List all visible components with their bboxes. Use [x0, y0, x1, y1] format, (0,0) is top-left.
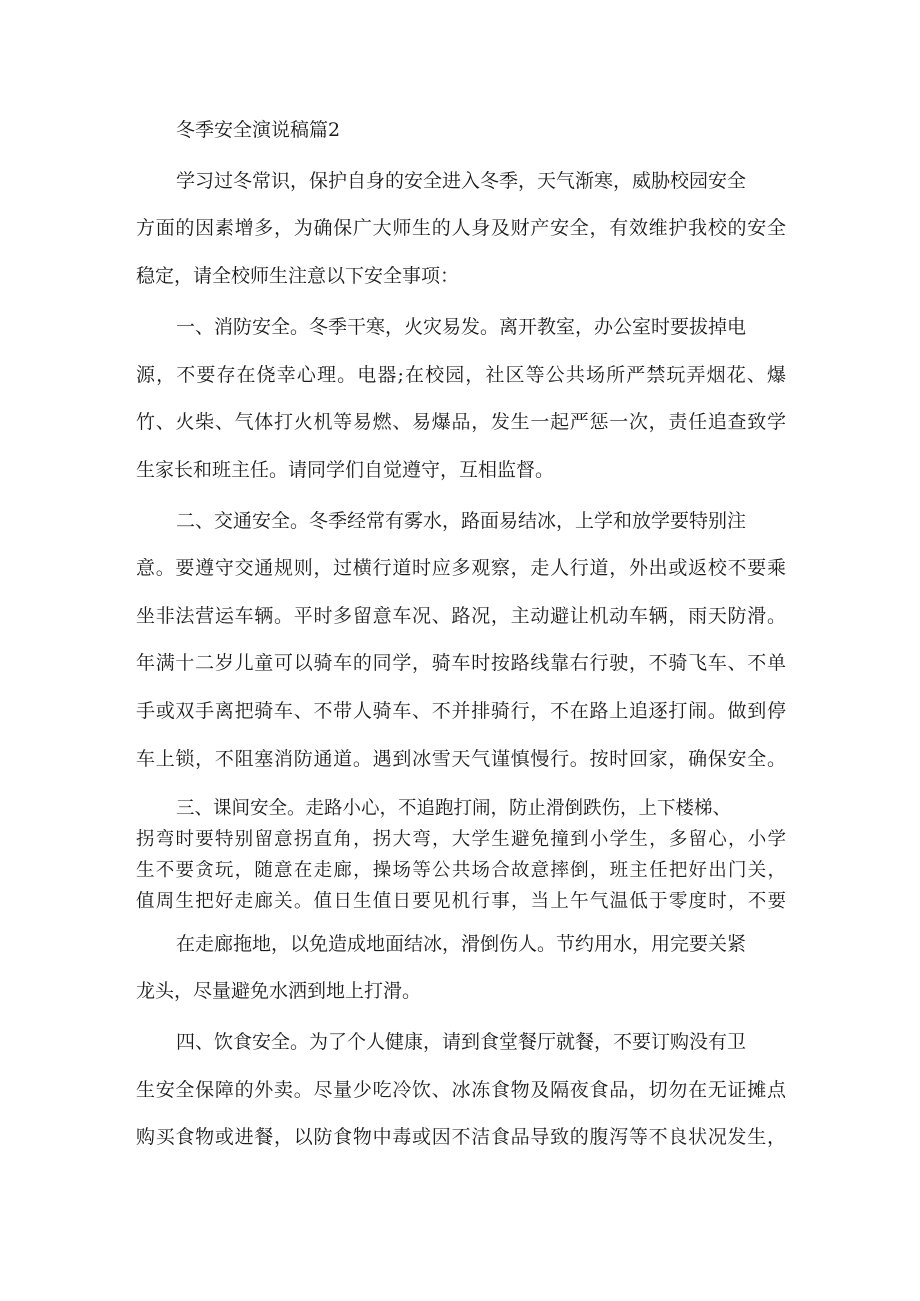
paragraph-line: 坐非法营运车辆。平时多留意车况、路况，主动避让机动车辆，雨天防滑。	[136, 605, 786, 627]
paragraph-line: 生家长和班主任。请同学们自觉遵守，互相监督。	[136, 459, 555, 481]
paragraph-line: 意。要遵守交通规则，过横行道时应多观察，走人行道，外出或返校不要乘	[136, 557, 786, 579]
paragraph-line: 在走廊拖地，以免造成地面结冰，滑倒伤人。节约用水，用完要关紧	[176, 933, 747, 955]
paragraph-line: 生不要贪玩，随意在走廊，操场等公共场合故意摔倒，班主任把好出门关，	[136, 860, 786, 881]
paragraph-line: 拐弯时要特别留意拐直角，拐大弯，大学生避免撞到小学生，多留心，小学	[136, 829, 786, 850]
paragraph-line: 稳定，请全校师生注意以下安全事项：	[136, 265, 460, 287]
paragraph-line: 二、交通安全。冬季经常有雾水，路面易结冰，上学和放学要特别注	[176, 510, 747, 532]
paragraph-line: 值周生把好走廊关。值日生值日要见机行事，当上午气温低于零度时，不要	[136, 891, 786, 912]
paragraph-line: 四、饮食安全。为了个人健康，请到食堂餐厅就餐，不要订购没有卫	[176, 1031, 747, 1053]
paragraph-line: 源，不要存在侥幸心理。电器;在校园，社区等公共场所严禁玩弄烟花、爆	[136, 364, 786, 386]
paragraph-line: 一、消防安全。冬季干寒，火灾易发。离开教室，办公室时要拔掉电	[176, 316, 747, 338]
paragraph-line: 年满十二岁儿童可以骑车的同学，骑车时按路线靠右行驶，不骑飞车、不单	[136, 652, 786, 674]
paragraph-line: 学习过冬常识，保护自身的安全进入冬季，天气渐寒，威胁校园安全	[176, 170, 747, 192]
paragraph-line: 竹、火柴、气体打火机等易燃、易爆品，发生一起严惩一次，责任追查致学	[136, 411, 786, 433]
document-title: 冬季安全演说稿篇2	[176, 119, 341, 141]
paragraph-line: 龙头，尽量避免水洒到地上打滑。	[136, 980, 422, 1002]
paragraph-line: 车上锁，不阻塞消防通道。遇到冰雪天气谨慎慢行。按时回家，确保安全。	[136, 748, 786, 770]
paragraph-line: 购买食物或进餐，以防食物中毒或因不洁食品导致的腹泻等不良状况发生，	[136, 1126, 786, 1148]
paragraph-line: 方面的因素增多，为确保广大师生的人身及财产安全，有效维护我校的安全	[136, 217, 786, 239]
paragraph-line: 手或双手离把骑车、不带人骑车、不并排骑行，不在路上追逐打闹。做到停	[136, 700, 786, 722]
paragraph-line: 三、课间安全。走路小心，不追跑打闹，防止滑倒跌伤，上下楼梯、	[176, 798, 732, 819]
paragraph-line: 生安全保障的外卖。尽量少吃冷饮、冰冻食物及隔夜食品，切勿在无证摊点	[136, 1079, 786, 1101]
